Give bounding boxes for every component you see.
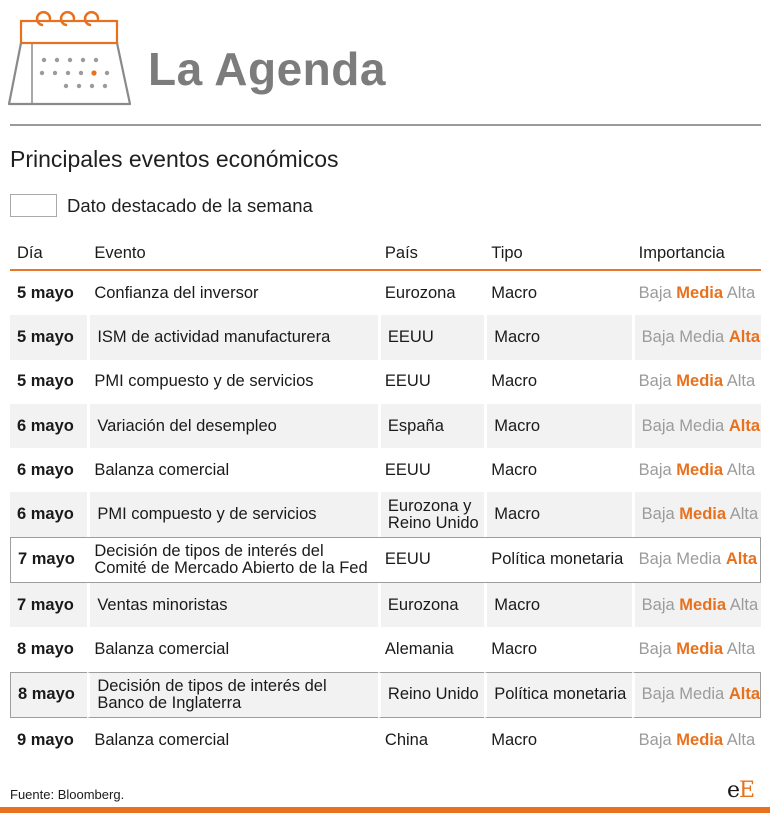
importance-level-baja: Baja: [638, 372, 672, 391]
calendar-icon: [6, 6, 134, 108]
table-row: [10, 315, 761, 359]
table-row: [10, 360, 761, 404]
table-row: [10, 448, 761, 492]
importance-level-alta: Alta: [728, 327, 760, 346]
importance-level-alta: Alta: [725, 550, 757, 569]
cell-day: 5 mayo: [17, 372, 74, 391]
importance-level-media: Media: [676, 372, 724, 391]
logo-E: E: [739, 778, 755, 803]
cell-day: 6 mayo: [10, 492, 87, 536]
col-header-importance: Importancia: [632, 238, 761, 271]
importance-level-alta: Alta: [726, 283, 756, 302]
importance-level-media: Media: [679, 685, 725, 704]
cell-importance: [632, 360, 761, 404]
cell-event: Confianza del inversor: [94, 283, 259, 302]
importance-level-alta: Alta: [729, 595, 759, 614]
table-header-row: [10, 238, 761, 271]
importance-level-alta: Alta: [728, 685, 760, 704]
cell-importance: [632, 492, 761, 536]
importance-level-baja: Baja: [641, 685, 675, 704]
cell-importance: [632, 404, 761, 448]
table-row: [10, 271, 761, 315]
publisher-logo: [727, 778, 754, 803]
importance-level-media: Media: [679, 595, 727, 614]
importance-level-media: Media: [679, 416, 725, 435]
cell-country: Eurozona: [384, 283, 456, 302]
cell-type: Macro: [491, 372, 538, 391]
cell-day: 5 mayo: [17, 283, 74, 302]
cell-event: Balanza comercial: [94, 460, 230, 479]
cell-event: Balanza comercial: [94, 730, 230, 749]
cell-country: Eurozona y Reino Unido: [378, 492, 484, 536]
table-body: [10, 271, 761, 762]
table-row: [10, 718, 761, 762]
cell-country: EEUU: [378, 537, 484, 583]
cell-importance: [632, 448, 761, 492]
cell-importance: [632, 315, 761, 359]
cell-event: Decisión de tipos de interés del Comité de Mercado Abierto de la Fed: [87, 537, 378, 583]
source-note: Fuente: Bloomberg.: [10, 787, 125, 802]
table-row: [10, 672, 761, 718]
importance-level-media: Media: [679, 505, 727, 524]
cell-type: Macro: [491, 283, 538, 302]
importance-level-baja: Baja: [638, 460, 672, 479]
legend-swatch: [10, 194, 57, 217]
cell-type: Macro: [491, 640, 538, 659]
bottom-accent-bar: [0, 807, 770, 813]
cell-type: Macro: [491, 730, 538, 749]
events-table: [10, 238, 761, 762]
table-row: [10, 404, 761, 448]
table-row: [10, 583, 761, 627]
cell-day: 7 mayo: [10, 537, 87, 583]
col-header-day: Día: [10, 238, 87, 271]
col-header-type: Tipo: [484, 238, 631, 271]
importance-level-alta: Alta: [729, 505, 759, 524]
cell-event: Decisión de tipos de interés del Banco de Inglaterra: [87, 672, 378, 718]
importance-level-media: Media: [679, 327, 725, 346]
cell-type: Macro: [484, 315, 631, 359]
table-row: [10, 492, 761, 536]
cell-day: 6 mayo: [17, 460, 74, 479]
table-row: [10, 537, 761, 583]
header: [0, 0, 770, 125]
cell-day: 9 mayo: [17, 730, 74, 749]
cell-importance: [632, 583, 761, 627]
importance-level-media: Media: [676, 283, 724, 302]
importance-level-media: Media: [676, 550, 722, 569]
legend-label: Dato destacado de la semana: [67, 195, 313, 216]
cell-event: Balanza comercial: [94, 640, 230, 659]
cell-country: EEUU: [384, 460, 431, 479]
cell-type: Macro: [484, 492, 631, 536]
cell-event: PMI compuesto y de servicios: [87, 492, 378, 536]
importance-level-media: Media: [676, 640, 724, 659]
cell-event: Variación del desempleo: [87, 404, 378, 448]
cell-type: Política monetaria: [484, 672, 631, 718]
cell-type: Macro: [491, 460, 538, 479]
importance-level-baja: Baja: [638, 640, 672, 659]
cell-importance: [632, 627, 761, 671]
importance-level-baja: Baja: [638, 550, 672, 569]
importance-level-baja: Baja: [641, 595, 675, 614]
cell-country: EEUU: [378, 315, 484, 359]
cell-day: 7 mayo: [10, 583, 87, 627]
col-header-event: Evento: [87, 238, 378, 271]
cell-day: 5 mayo: [10, 315, 87, 359]
importance-level-alta: Alta: [726, 640, 756, 659]
cell-country: España: [378, 404, 484, 448]
col-header-country: País: [378, 238, 484, 271]
header-divider: [10, 124, 761, 126]
importance-level-baja: Baja: [638, 730, 672, 749]
cell-importance: [632, 537, 761, 583]
cell-day: 8 mayo: [17, 640, 74, 659]
importance-level-baja: Baja: [638, 283, 672, 302]
cell-importance: [632, 718, 761, 762]
cell-event: ISM de actividad manufacturera: [87, 315, 378, 359]
importance-level-baja: Baja: [641, 416, 675, 435]
logo-e: e: [727, 778, 740, 803]
importance-level-alta: Alta: [728, 416, 760, 435]
cell-type: Macro: [484, 404, 631, 448]
page-title: La Agenda: [148, 43, 386, 95]
importance-level-alta: Alta: [726, 460, 756, 479]
cell-country: Eurozona: [378, 583, 484, 627]
cell-type: Política monetaria: [484, 537, 631, 583]
table-row: [10, 627, 761, 671]
subtitle: Principales eventos económicos: [10, 146, 339, 172]
cell-event: PMI compuesto y de servicios: [94, 372, 314, 391]
cell-country: China: [384, 730, 429, 749]
cell-country: EEUU: [384, 372, 431, 391]
cell-importance: [632, 271, 761, 315]
importance-level-alta: Alta: [726, 372, 756, 391]
cell-event: Ventas minoristas: [87, 583, 378, 627]
importance-level-media: Media: [676, 460, 724, 479]
importance-level-alta: Alta: [726, 730, 756, 749]
cell-type: Macro: [484, 583, 631, 627]
cell-country: Alemania: [384, 640, 454, 659]
importance-level-baja: Baja: [641, 505, 675, 524]
importance-level-baja: Baja: [641, 327, 675, 346]
cell-day: 8 mayo: [10, 672, 87, 718]
cell-country: Reino Unido: [378, 672, 484, 718]
cell-importance: [632, 672, 761, 718]
importance-level-media: Media: [676, 730, 724, 749]
cell-day: 6 mayo: [10, 404, 87, 448]
